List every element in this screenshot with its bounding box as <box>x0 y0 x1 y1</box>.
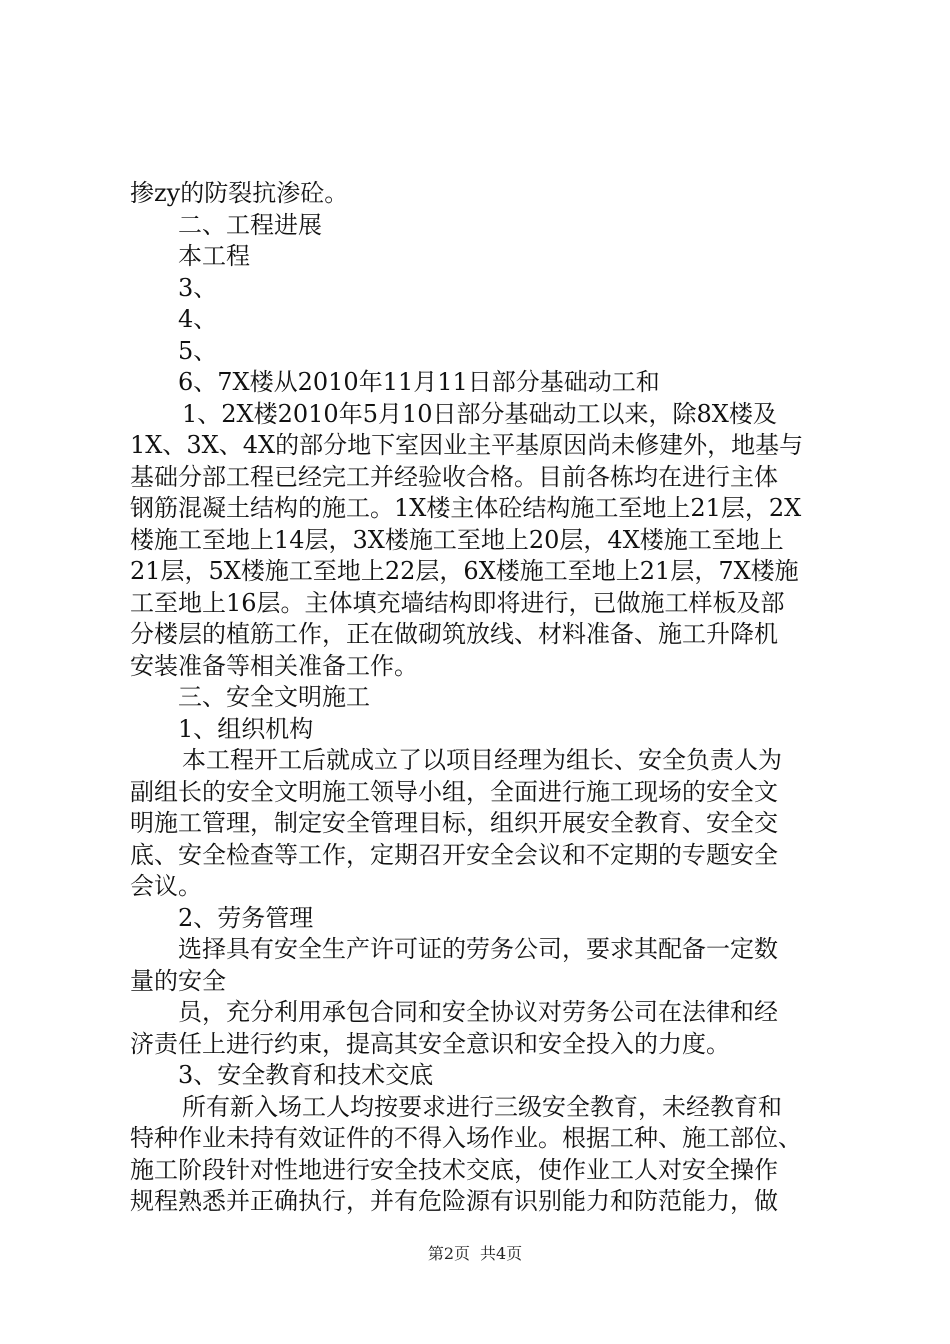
text-line: 21层，5X楼施工至地上22层，6X楼施工至地上21层，7X楼施 <box>130 557 799 585</box>
subsection-heading: 3、安全教育和技术交底 <box>178 1061 434 1089</box>
page-total: 共4页 <box>480 1244 523 1263</box>
text-line: 本工程 <box>178 242 250 270</box>
text-line: 基础分部工程已经完工并经验收合格。目前各栋均在进行主体 <box>130 462 778 491</box>
text-line: 底、安全检查等工作，定期召开安全会议和不定期的专题安全 <box>130 840 778 869</box>
text-line: 1X、3X、4X的部分地下室因业主平基原因尚未修建外，地基与 <box>130 431 804 459</box>
text-line: 员，充分利用承包合同和安全协议对劳务公司在法律和经 <box>178 998 778 1026</box>
text-line: 1、2X楼2010年5月10日部分基础动工以来，除8X楼及 <box>182 399 777 428</box>
text-line: 掺zy的防裂抗渗砼。 <box>130 179 349 207</box>
section-heading: 二、工程进展 <box>178 210 322 239</box>
text-line: 钢筋混凝土结构的施工。1X楼主体砼结构施工至地上21层，2X <box>130 494 802 522</box>
list-marker: 5、 <box>178 336 218 365</box>
text-line: 分楼层的植筋工作，正在做砌筑放线、材料准备、施工升降机 <box>130 620 778 648</box>
section-heading: 三、安全文明施工 <box>178 683 370 711</box>
subsection-heading: 1、组织机构 <box>178 714 314 743</box>
text-line: 楼施工至地上14层，3X楼施工至地上20层，4X楼施工至地上 <box>130 525 784 554</box>
list-marker: 4、 <box>178 305 218 333</box>
text-line: 6、7X楼从2010年11月11日部分基础动工和 <box>178 368 660 396</box>
page-number: 第2页 <box>427 1244 470 1263</box>
text-line: 济责任上进行约束，提高其安全意识和安全投入的力度。 <box>130 1029 730 1058</box>
text-line: 本工程开工后就成立了以项目经理为组长、安全负责人为 <box>182 746 782 774</box>
text-line: 副组长的安全文明施工领导小组，全面进行施工现场的安全文 <box>130 777 778 806</box>
text-line: 安装准备等相关准备工作。 <box>130 651 418 680</box>
text-line: 工至地上16层。主体填充墙结构即将进行，已做施工样板及部 <box>130 588 785 617</box>
subsection-heading: 2、劳务管理 <box>178 903 314 932</box>
text-line: 会议。 <box>130 872 202 900</box>
list-marker: 3、 <box>178 273 218 302</box>
text-line: 明施工管理，制定安全管理目标，组织开展安全教育、安全交 <box>130 809 778 837</box>
text-line: 所有新入场工人均按要求进行三级安全教育，未经教育和 <box>182 1092 782 1121</box>
document-body <box>130 178 830 1218</box>
text-line: 特种作业未持有效证件的不得入场作业。根据工种、施工部位、 <box>130 1124 802 1152</box>
text-line: 选择具有安全生产许可证的劳务公司，要求其配备一定数 <box>178 935 778 963</box>
text-line: 规程熟悉并正确执行，并有危险源有识别能力和防范能力，做 <box>130 1187 778 1215</box>
text-line: 量的安全 <box>130 966 226 995</box>
page-footer <box>0 1244 950 1264</box>
text-line: 施工阶段针对性地进行安全技术交底，使作业工人对安全操作 <box>130 1155 778 1184</box>
